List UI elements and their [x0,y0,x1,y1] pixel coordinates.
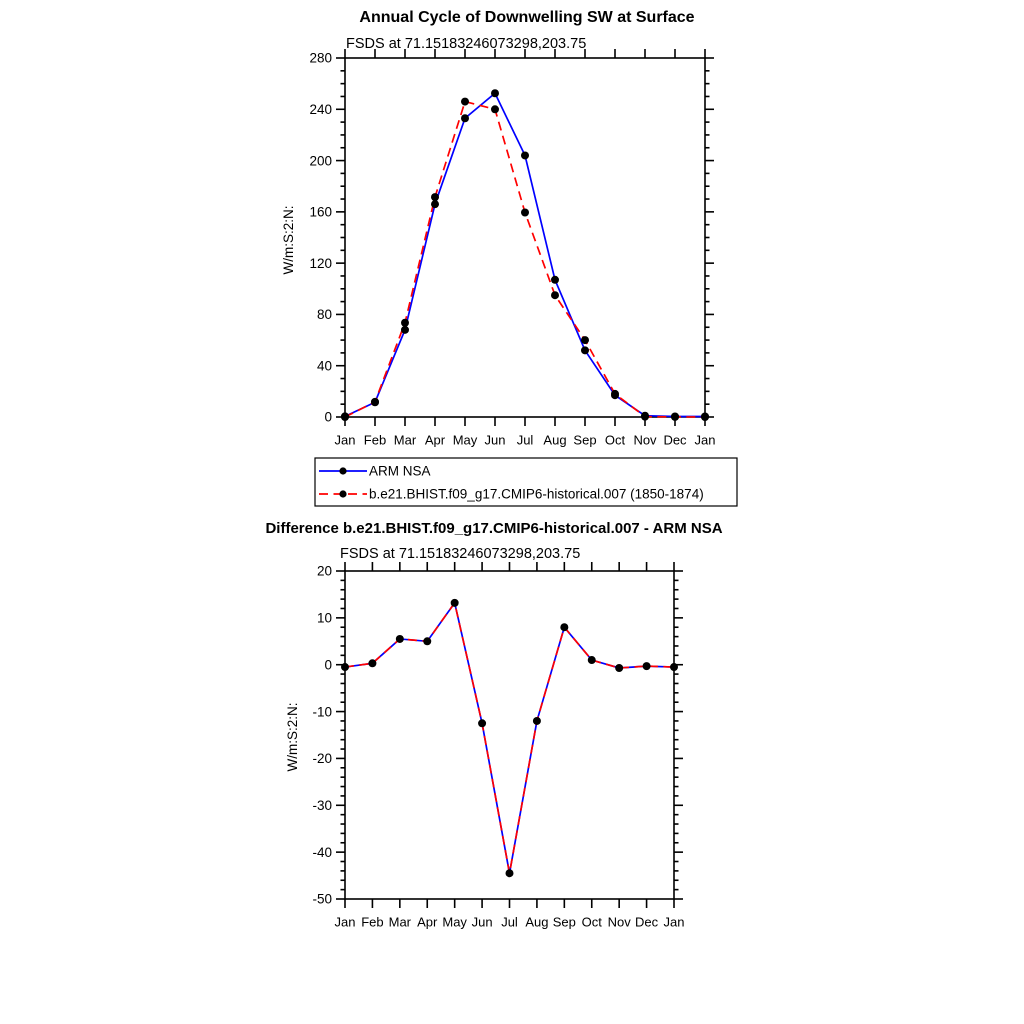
y-tick-label: 0 [324,657,332,673]
bottom-chart-title: Difference b.e21.BHIST.f09_g17.CMIP6-historical.007 - ARM NSA [265,520,723,537]
x-tick-label: Nov [607,914,631,930]
x-tick-label: Mar [388,914,412,930]
y-tick-label: 280 [309,50,332,66]
data-point-marker [641,413,649,421]
data-point-marker [581,346,589,354]
x-tick-label: Oct [581,914,602,930]
data-point-marker [521,151,529,159]
y-tick-label: -20 [312,751,332,767]
data-point-marker [401,326,409,334]
data-point-marker [491,89,499,97]
data-point-marker [611,390,619,398]
top-chart-y-axis-title: W/m:S:2:N: [281,205,296,275]
data-point-marker [670,663,678,671]
data-point-marker [396,635,404,643]
x-tick-label: Aug [543,432,567,448]
x-tick-label: May [442,914,467,930]
bottom-chart-y-axis-title: W/m:S:2:N: [285,702,300,772]
x-tick-label: Aug [525,914,549,930]
x-tick-label: Jun [484,432,506,448]
x-tick-label: Sep [552,914,576,930]
y-tick-label: 40 [316,358,332,374]
plot-frame [345,58,705,417]
data-point-marker [643,662,651,670]
legend-label-arm: ARM NSA [369,463,431,479]
bottom-chart-plot [312,562,684,930]
data-point-marker [551,276,559,284]
bottom-chart-subtitle: FSDS at 71.15183246073298,203.75 [340,546,581,562]
data-point-marker [491,105,499,113]
y-tick-label: -30 [312,797,332,813]
x-tick-label: Sep [573,432,597,448]
x-tick-label: Jun [471,914,493,930]
x-tick-label: Feb [363,432,387,448]
legend-label-model: b.e21.BHIST.f09_g17.CMIP6-historical.007 (1850-1874) [369,486,704,502]
data-point-marker [423,637,431,645]
y-tick-label: 240 [309,101,332,117]
x-tick-label: Jul [501,914,518,930]
data-point-marker [671,413,679,421]
data-point-marker [431,193,439,201]
y-tick-label: -40 [312,844,332,860]
data-point-marker [701,413,709,421]
data-point-marker [461,114,469,122]
x-tick-label: Feb [361,914,384,930]
x-tick-label: Jul [516,432,534,448]
x-tick-label: Jan [334,432,356,448]
x-tick-label: Jan [694,432,716,448]
x-tick-label: Apr [417,914,438,930]
x-tick-label: Dec [635,914,659,930]
data-point-marker [341,663,349,671]
x-tick-label: Nov [633,432,657,448]
data-point-marker [431,200,439,208]
top-chart-plot [309,49,715,448]
x-tick-label: Dec [663,432,687,448]
data-point-marker [341,413,349,421]
x-tick-label: Jan [663,914,685,930]
data-point-marker [461,98,469,106]
data-point-marker [368,659,376,667]
y-tick-label: -50 [312,891,332,907]
y-tick-label: 20 [316,563,332,579]
data-point-marker [551,291,559,299]
y-tick-label: 200 [309,153,332,169]
data-point-marker [451,599,459,607]
top-chart-title: Annual Cycle of Downwelling SW at Surface [359,9,695,26]
series-line [345,603,674,873]
plot-frame [345,571,674,899]
y-tick-label: 80 [316,307,332,323]
y-tick-label: 120 [309,255,332,271]
data-point-marker [521,208,529,216]
data-point-marker [478,719,486,727]
data-point-marker [371,398,379,406]
y-tick-label: 10 [316,610,332,626]
legend-marker-model [339,490,346,497]
data-point-marker [560,623,568,631]
data-point-marker [588,656,596,664]
y-tick-label: 160 [309,204,332,220]
legend-marker-arm [339,467,346,474]
data-point-marker [533,717,541,725]
data-point-marker [506,869,514,877]
series-line [345,93,705,416]
x-tick-label: May [452,432,478,448]
y-tick-label: 0 [324,409,332,425]
data-point-marker [615,664,623,672]
data-point-marker [401,319,409,327]
top-chart-subtitle: FSDS at 71.15183246073298,203.75 [346,36,587,52]
x-tick-label: Mar [393,432,417,448]
legend [315,458,737,506]
x-tick-label: Oct [604,432,626,448]
data-point-marker [581,336,589,344]
series-line [345,102,705,417]
x-tick-label: Jan [334,914,356,930]
y-tick-label: -10 [312,704,332,720]
x-tick-label: Apr [424,432,446,448]
